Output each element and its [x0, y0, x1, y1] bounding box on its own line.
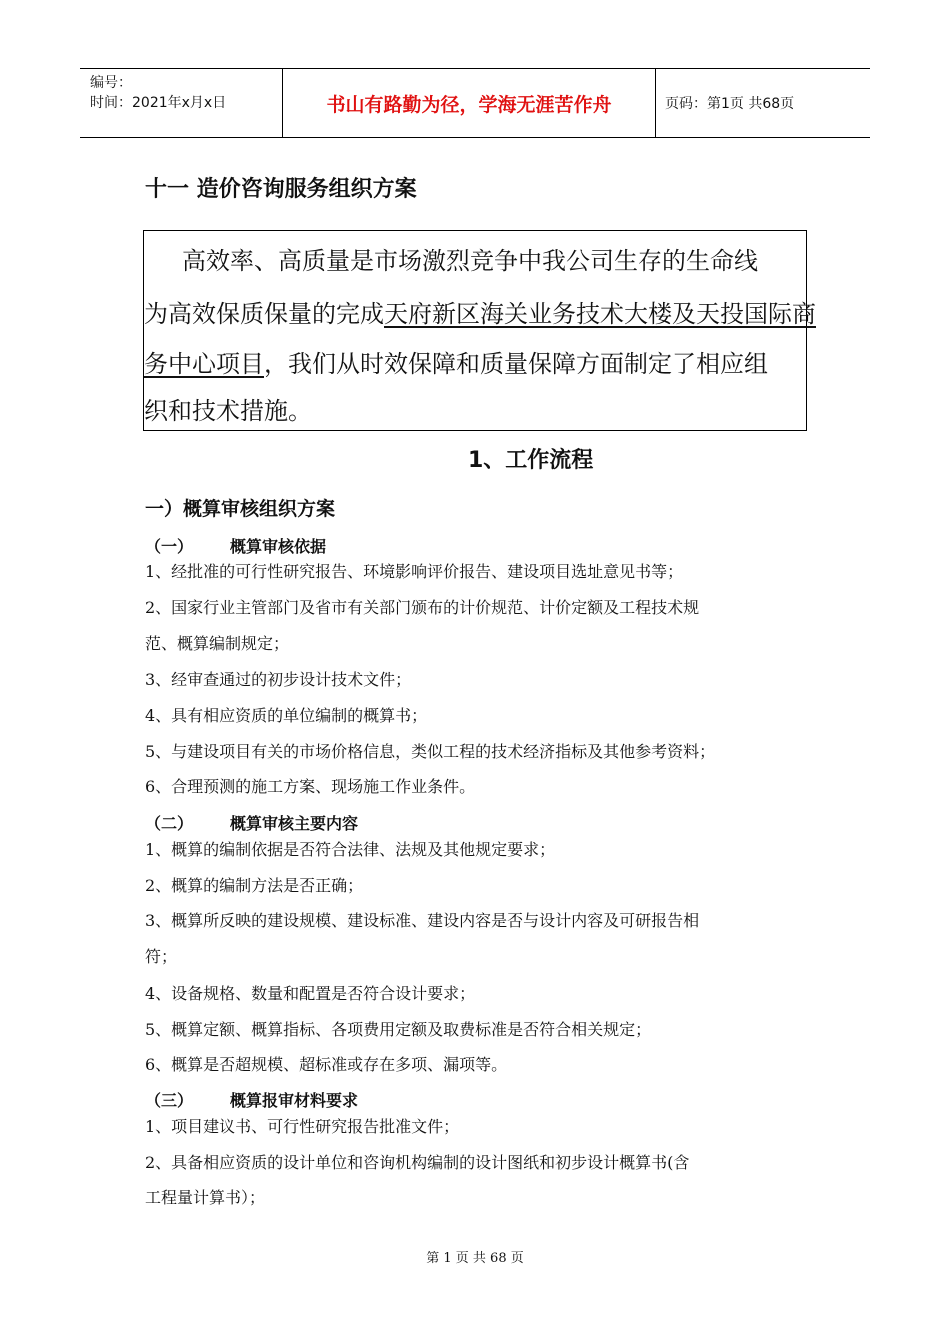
header-motto: 书山有路勤为径，学海无涯苦作舟	[326, 93, 612, 116]
intro-line	[144, 344, 768, 379]
paragraph-line: 2、概算的编制方法是否正确；	[145, 876, 364, 895]
paragraph-line: 4、具有相应资质的单位编制的概算书；	[145, 706, 428, 725]
part-heading: 一）概算审核组织方案	[145, 498, 336, 520]
paragraph-line: 工程量计算书）；	[145, 1188, 266, 1207]
subsection-heading	[145, 811, 359, 834]
paragraph-line: 5、与建设项目有关的市场价格信息，类似工程的技术经济指标及其他参考资料；	[145, 742, 716, 761]
paragraph-line: 3、概算所反映的建设规模、建设标准、建设内容是否与设计内容及可研报告相	[145, 911, 700, 930]
intro-line: 织和技术措施。	[144, 397, 312, 425]
paragraph-line: 1、经批准的可行性研究报告、环境影响评价报告、建设项目选址意见书等；	[145, 562, 684, 581]
paragraph-line: 5、概算定额、概算指标、各项费用定额及取费标准是否符合相关规定；	[145, 1020, 652, 1039]
paragraph-line: 6、概算是否超规模、超标准或存在多项、漏项等。	[145, 1055, 508, 1074]
paragraph-line: 1、概算的编制依据是否符合法律、法规及其他规定要求；	[145, 840, 556, 859]
subsection-number: （二）	[145, 814, 194, 833]
section-heading: 1、工作流程	[468, 448, 594, 473]
paragraph-line: 1、项目建议书、可行性研究报告批准文件；	[145, 1117, 460, 1136]
subsection-number: （一）	[145, 537, 194, 556]
header-page-info: 页码：第1页 共68页	[665, 96, 795, 112]
doc-number-label: 编号：	[90, 75, 132, 91]
intro-text: ，我们从时效保障和质量保障方面制定了相应组	[264, 350, 768, 378]
subsection-title: 概算报审材料要求	[230, 1091, 359, 1110]
header-divider	[655, 69, 656, 137]
paragraph-line: 3、经审查通过的初步设计技术文件；	[145, 670, 412, 689]
paragraph-line: 2、具备相应资质的设计单位和咨询机构编制的设计图纸和初步设计概算书(含	[145, 1153, 690, 1172]
header-meta	[90, 73, 226, 113]
paragraph-line: 范、概算编制规定；	[145, 634, 290, 653]
subsection-heading	[145, 534, 327, 557]
paragraph-line: 2、国家行业主管部门及省市有关部门颁布的计价规范、计价定额及工程技术规	[145, 598, 700, 617]
project-name: 天府新区海关业务技术大楼及天投国际商	[384, 300, 816, 328]
page-header	[80, 68, 870, 138]
intro-line	[144, 294, 816, 329]
subsection-title: 概算审核主要内容	[230, 814, 359, 833]
page-footer: 第 1 页 共 68 页	[426, 1251, 524, 1266]
intro-text: 为高效保质保量的完成	[144, 300, 384, 328]
paragraph-line: 4、设备规格、数量和配置是否符合设计要求；	[145, 984, 476, 1003]
subsection-title: 概算审核依据	[230, 537, 327, 556]
subsection-heading	[145, 1088, 359, 1111]
doc-date-label: 时间：2021年x月x日	[90, 95, 227, 111]
project-name: 务中心项目	[144, 350, 264, 378]
subsection-number: （三）	[145, 1091, 194, 1110]
paragraph-line: 符；	[145, 947, 178, 966]
paragraph-line: 6、合理预测的施工方案、现场施工作业条件。	[145, 777, 476, 796]
intro-box	[143, 230, 816, 431]
chapter-title: 十一 造价咨询服务组织方案	[145, 177, 417, 202]
intro-line: 高效率、高质量是市场激烈竞争中我公司生存的生命线	[182, 247, 758, 275]
